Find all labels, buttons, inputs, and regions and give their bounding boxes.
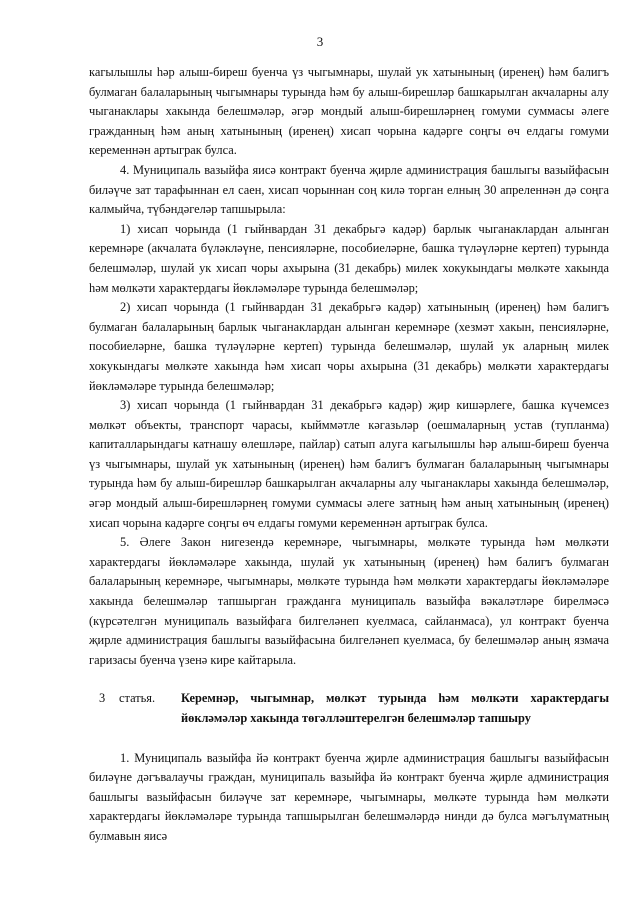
- article-heading: [89, 689, 609, 728]
- paragraph-subitem-2: 2) хисап чорында (1 гыйнвардан 31 декабрьгә кадәр) хатынының (иренең) һәм балигъ булмаган балаларының барлык чыганаклардан алынган керемнәре (хезмәт хакын, пенсияләрне, пособиеләрне, башка түләүләрне кертеп) турында белешмәләр, шулай ук аларның милек хокукындагы мөлкәте хакында һәм хисап чоры ахырына (31 декабрь) мөлкәти характердагы йөкләмәләре турында белешмәләр;: [89, 300, 609, 393]
- paragraph-subitem-1: 1) хисап чорында (1 гыйнвардан 31 декабрьгә кадәр) барлык чыганаклардан алынган керемнәре (акчалата бүләкләүне, пенсияләрне, пособиеләрне, башка түләүләрне кертеп) турында белешмәләр, шулай ук хисап чоры ахырына (31 декабрь) милек хокукындагы мөлкәте хакында һәм мөлкәти характердагы йөкләмәләре турында белешмәләр;: [89, 221, 609, 295]
- page-number: 3: [316, 34, 324, 49]
- article-number: 3: [99, 691, 106, 706]
- article-title: Керемнәр, чыгымнар, мөлкәт турында һәм мөлкәти характердагы йөкләмәләр хакында төгәлләштерелгән белешмәләр тапшыру: [181, 691, 609, 725]
- paragraph-continuation: кагылышлы һәр алыш-биреш буенча үз чыгымнары, шулай ук хатынының (иренең) һәм балигъ булмаган балаларының чыгымнары турында һәм бу алыш-бирешләр башкарылган акчаларны алу чыганаклары хакында белешмәләр, әгәр мондый алыш-бирешләрнең гомуми суммасы әлеге гражданның һәм аның хатынының (иренең) хисап чорына кадәрге соңгы өч елдагы гомуми кеременнән артыграк булса.: [89, 65, 609, 158]
- paragraph-item-4: 4. Муниципаль вазыйфа яисә контракт буенча җирле администрация башлыгы вазыйфасын биләүче зат тарафыннан ел саен, хисап чорыннан соң килә торган елның 30 апреленнән дә соңга калмыйча, түбәндәгеләр тапшырыла:: [89, 162, 609, 217]
- paragraph-article3-item-1: 1. Муниципаль вазыйфа йә контракт буенча җирле администрация башлыгы вазыйфасын билəүне дәгъвалаучы граждан, муниципаль вазыйфа йә контракт буенча җирле администрация башлыгы вазыйфасын билəүче зат керемнәре, чыгымнары, мөлкәте турында һәм мөлкәти характердагы йөкләмәләре турында тапшырылган белешмәләрдә нинди дә булса мәгълүматның булмавын яисә: [89, 750, 609, 843]
- document-body: [89, 63, 609, 847]
- paragraph-subitem-3: 3) хисап чорында (1 гыйнвардан 31 декабрьгә кадәр) җир кишәрлеге, башка күчемсез мөлкәт объекты, транспорт чарасы, кыйммәтле кәгазьләр (оешмаларның устав (тупланма) капиталларындагы катнашу өлешләре, пайлар) сатып алуга кагылышлы һәр алыш-биреш буенча үз чыгымнары, шулай ук хатынының (иренең) һәм балигъ булмаган балаларының чыгымнары турында һәм бу алыш-бирешләр башкарылган акчаларны алу чыганаклары хакында белешмәләр, әгәр мондый алыш-бирешләрнең гомуми суммасы әлеге затның һәм аның хатынының (иренең) хисап чорына кадәрге соңгы өч елдагы гомуми кеременнән артыграк булса.: [89, 398, 609, 530]
- paragraph-item-5: 5. Әлеге Закон нигезендә керемнәре, чыгымнары, мөлкәте турында һәм мөлкәти характердагы йөкләмәләре хакында, шулай ук хатынының (иренең) һәм балигъ булмаган балаларының керемнәре, чыгымнары, мөлкәте турында һәм мөлкәти характердагы йөкләмәләре хакында белешмәләр тапшырган гражданга муниципаль вазыйфа вәкаләтләре бирелмәсә (күрсәтелгән муниципаль вазыйфага билгеләнеп куелмаса, сайланмаса), ул контракт буенча җирле администрация башлыгы вазыйфасына билгеләнеп куелмаса, бу белешмәләр аның язмача гаризасы буенча үзенә кире кайтарыла.: [89, 535, 609, 667]
- article-word: статья.: [119, 691, 156, 706]
